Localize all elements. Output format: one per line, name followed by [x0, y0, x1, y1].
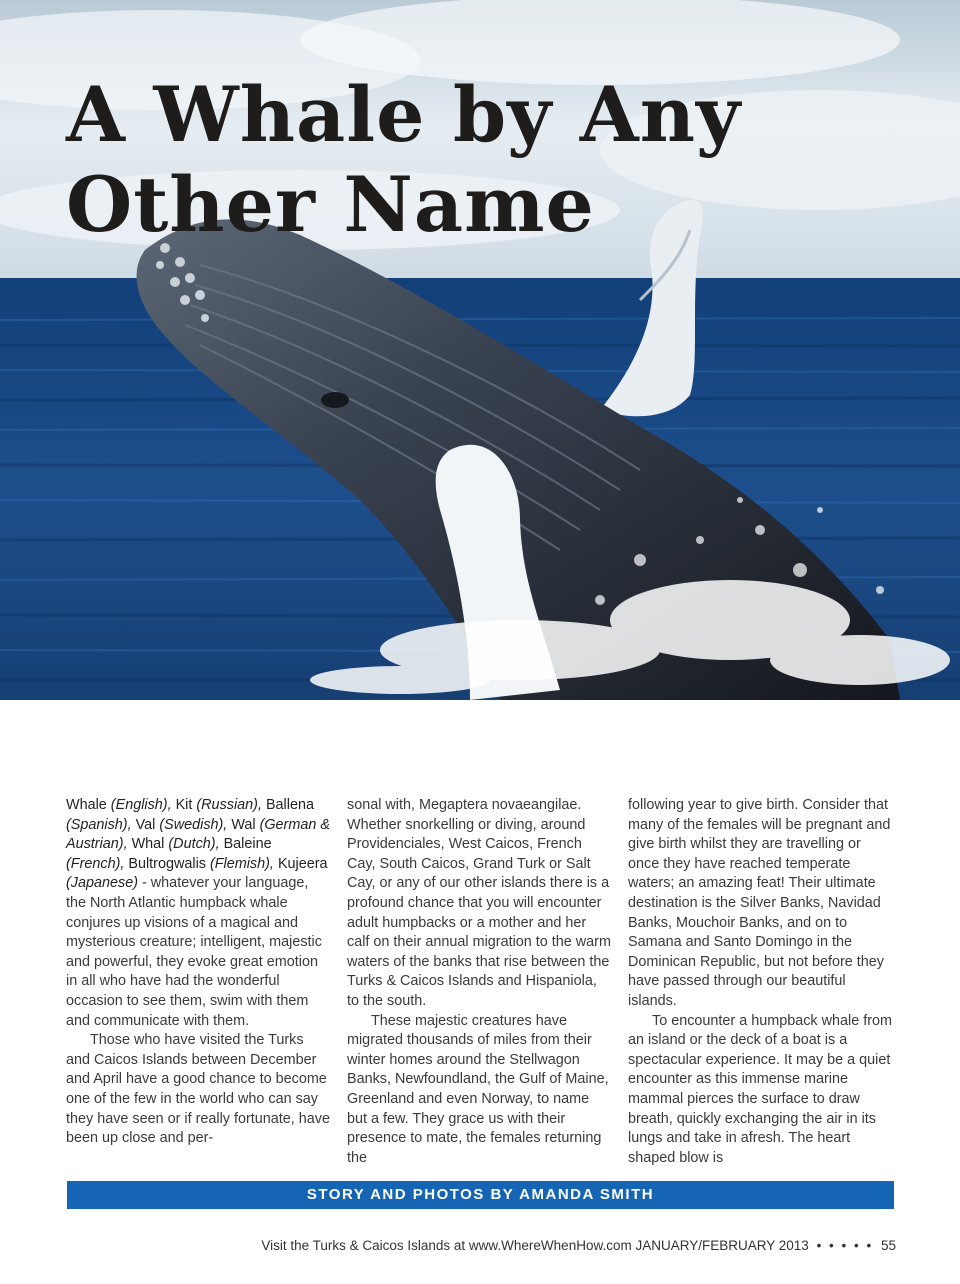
whale-name: Kit: [175, 797, 193, 813]
language-label: (French),: [66, 855, 125, 872]
article-body: [0, 796, 960, 1166]
language-label: (English),: [110, 797, 172, 813]
paragraph: sonal with, Megaptera novaeangilae. Whether snorkelling or diving, around Providenciales, West Caicos, French Cay, South Caicos, Grand Turk or Salt Cay, or any of our other islands there is a profound chance that you will encounter adult humpbacks or a mother and her calf on their annual migration to the warm waters of the banks that rise between the Turks & Caicos Islands and Hispaniola, to the south.: [347, 797, 611, 1009]
footer-dots: • • • • •: [816, 1238, 874, 1253]
title-line-1: A Whale by Any: [66, 70, 742, 159]
whale-name: Bultrogwalis: [128, 855, 206, 872]
article-title: [66, 70, 741, 250]
whale-name: Wal: [231, 816, 256, 833]
whale-name: Whale: [66, 797, 107, 813]
paragraph: These majestic creatures have migrated thousands of miles from their winter homes around the Stellwagon Banks, Newfoundland, the Gulf of Maine, Greenland and even Norway, to name but a few. They grace us with their presence to mate, the females returning the: [347, 1012, 609, 1166]
whale-name: Ballena: [265, 797, 314, 813]
whale-name: Baleine: [223, 836, 272, 853]
whale-name: Whal: [131, 836, 165, 853]
language-label: (Spanish),: [66, 816, 132, 833]
language-label: (Russian),: [196, 797, 262, 813]
paragraph: Those who have visited the Turks and Caicos Islands between December and April have a good chance to become one of the few in the world who can say they have seen or if really fortunate, have been up close and per-: [66, 1032, 330, 1147]
whale-name: Val: [135, 816, 156, 833]
language-label: (Flemish),: [209, 855, 274, 872]
paragraph: [66, 796, 330, 1031]
title-line-2: Other Name: [66, 160, 595, 249]
language-label: (Japanese): [66, 875, 138, 892]
byline-bar: [67, 1181, 894, 1209]
whale-name: Kujeera: [277, 855, 328, 872]
byline-text: STORY AND PHOTOS BY AMANDA SMITH: [306, 1186, 655, 1203]
column-1: [66, 796, 330, 1149]
footer-text: Visit the Turks & Caicos Islands at www.WhereWhenHow.com JANUARY/FEBRUARY 2013: [261, 1238, 809, 1253]
paragraph: To encounter a humpback whale from an island or the deck of a boat is a spectacular experience. It may be a quiet encounter as this immense marine mammal pierces the surface to draw breath, quickly exchanging the air in its lungs and take in afresh. The heart shaped blow is: [628, 1012, 892, 1166]
language-label: (Dutch),: [168, 836, 220, 853]
paragraph: following year to give birth. Consider that many of the females will be pregnant and give birth whilst they are travelling or once they have reached temperate waters; an amazing feat! Their ultimate destination is the Silver Banks, Navidad Banks, Mouchoir Banks, and on to Samana and Santo Domingo in the Dominican Republic, but not before they have passed through our beautiful islands.: [628, 797, 891, 1009]
page-footer: [261, 1238, 896, 1253]
column-3: [628, 796, 892, 1168]
page-number: 55: [880, 1238, 896, 1253]
paragraph-text: - whatever your language, the North Atlantic humpback whale conjures up visions of a magical and mysterious creature; intelligent, majestic and powerful, they evoke great emotion in all who have had the wonderful occasion to see them, swim with them and communicate with them.: [66, 875, 322, 1029]
language-label: (German & Austrian),: [66, 816, 330, 853]
language-label: (Swedish),: [159, 816, 228, 833]
column-2: [347, 796, 611, 1168]
